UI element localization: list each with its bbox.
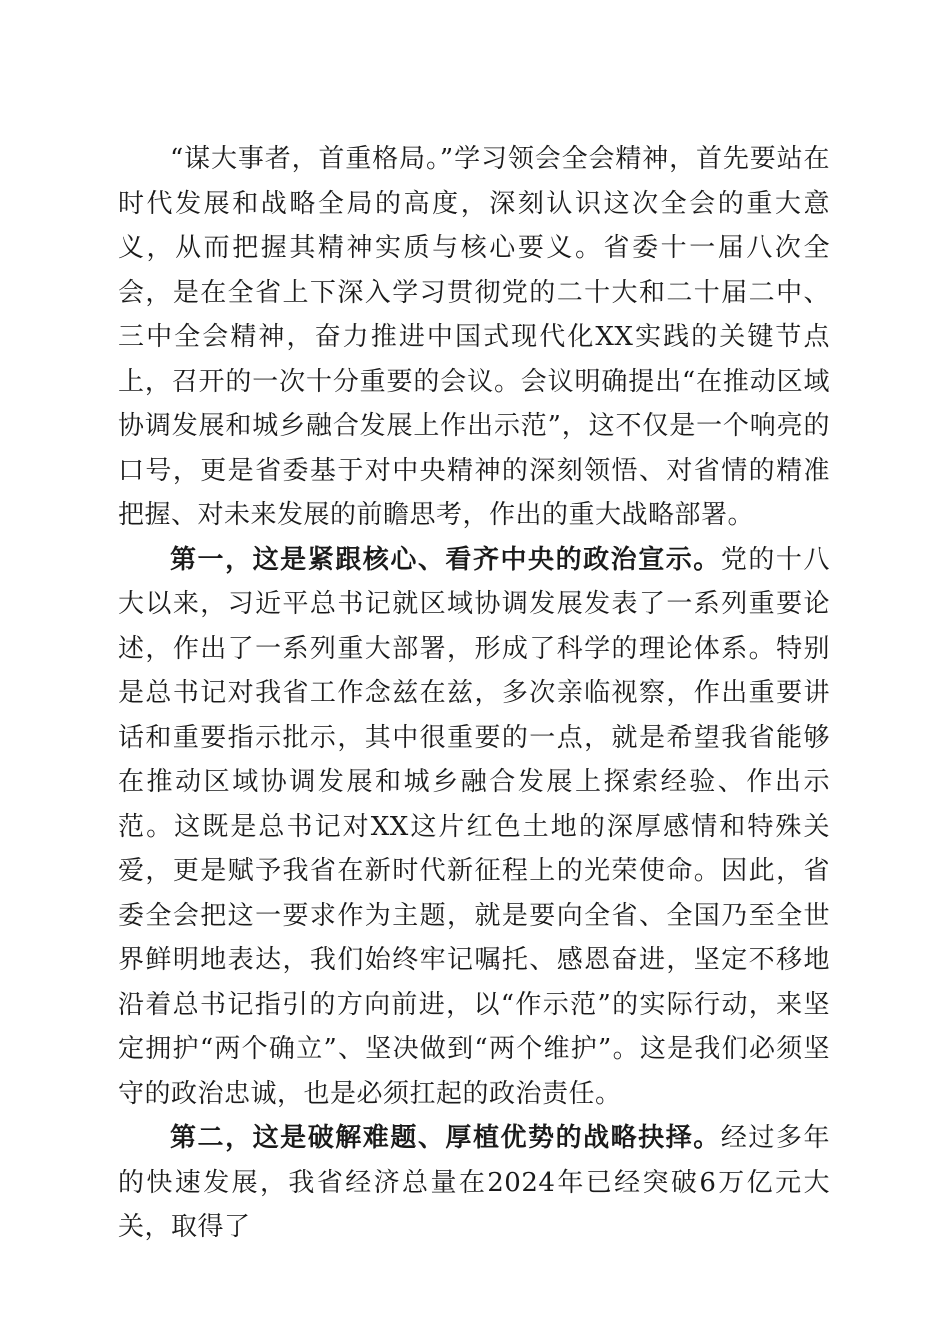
paragraph-first-point-text: 党的十八大以来，习近平总书记就区域协调发展发表了一系列重要论述，作出了一系列重大部署，形成了科学的理论体系。特别是总书记对我省工作念兹在兹，多次亲临视察，作出重要讲话和重要指示批示，其中很重要的一点，就是希望我省能够在推动区域协调发展和城乡融合发展上探索经验、作出示范。这既是总书记对XX这片红色土地的深厚感情和特殊关爱，更是赋予我省在新时代新征程上的光荣使命。因此，省委全会把这一要求作为主题，就是要向全省、全国乃至全世界鲜明地表达，我们始终牢记嘱托、感恩奋进，坚定不移地沿着总书记指引的方向前进，以“作示范”的实际行动，来坚定拥护“两个确立”、坚决做到“两个维护”。这是我们必须坚守的政治忠诚，也是必须扛起的政治责任。 bbox=[118, 544, 830, 1109]
paragraph-second-point-text: 经过多年的快速发展，我省经济总量在2024年已经突破6万亿元大关，取得了 bbox=[118, 1123, 830, 1242]
paragraph-second-point bbox=[118, 1116, 830, 1250]
paragraph-intro-text: “谋大事者，首重格局。”学习领会全会精神，首先要站在时代发展和战略全局的高度，深刻认识这次全会的重大意义，从而把握其精神实质与核心要义。省委十一届八次全会，是在全省上下深入学习贯彻党的二十大和二十届二中、三中全会精神，奋力推进中国式现代化XX实践的关键节点上，召开的一次十分重要的会议。会议明确提出“在推动区域协调发展和城乡融合发展上作出示范”，这不仅是一个响亮的口号，更是省委基于对中央精神的深刻领悟、对省情的精准把握、对未来发展的前瞻思考，作出的重大战略部署。 bbox=[118, 144, 830, 530]
paragraph-first-point bbox=[118, 538, 830, 1117]
paragraph-first-point-lead: 第一，这是紧跟核心、看齐中央的政治宣示。 bbox=[170, 544, 721, 575]
paragraph-intro bbox=[118, 137, 830, 538]
document-body bbox=[118, 137, 830, 1250]
paragraph-second-point-lead: 第二，这是破解难题、厚植优势的战略抉择。 bbox=[170, 1123, 721, 1153]
